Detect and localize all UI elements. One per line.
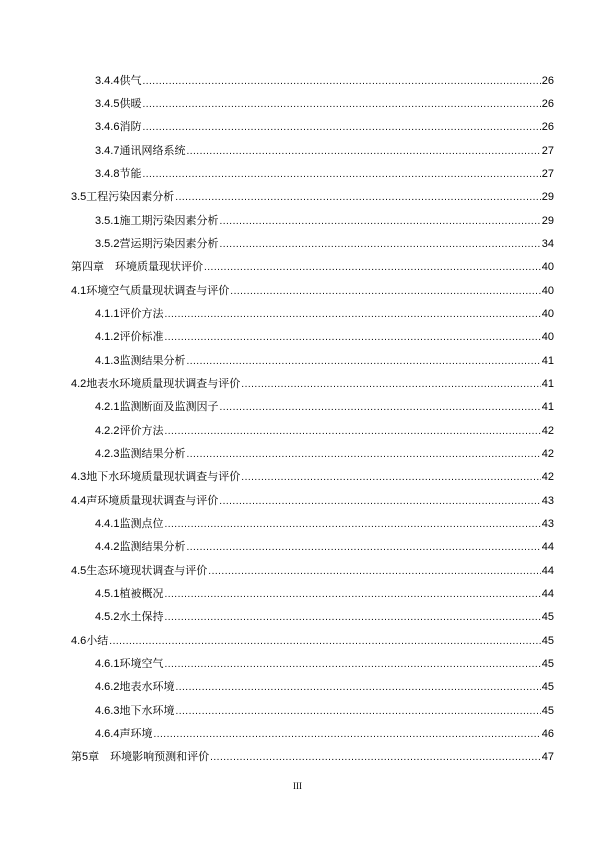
toc-entry-label: 4.1环境空气质量现状调查与评价 <box>71 285 230 297</box>
dot-leader <box>186 356 540 368</box>
toc-entry[interactable] <box>71 748 554 764</box>
toc-entry-page: 40 <box>541 285 554 297</box>
dot-leader <box>241 379 540 391</box>
dot-leader <box>164 426 540 438</box>
toc-entry-page: 27 <box>541 145 554 157</box>
toc-entry[interactable] <box>95 305 554 321</box>
toc-entry[interactable] <box>95 165 554 181</box>
toc-entry[interactable] <box>71 258 554 274</box>
toc-entry-label: 3.5.1施工期污染因素分析 <box>95 215 219 227</box>
toc-entry-label: 4.5.2水土保持 <box>95 611 164 623</box>
toc-entry[interactable] <box>95 352 554 368</box>
toc-entry[interactable] <box>71 375 554 391</box>
toc-entry-page: 26 <box>541 98 554 110</box>
toc-entry-label: 4.2.1监测断面及监测因子 <box>95 401 219 413</box>
toc-entry-label: 4.4声环境质量现状调查与评价 <box>71 495 219 507</box>
toc-entry-page: 45 <box>541 611 554 623</box>
toc-entry-label: 4.5.1植被概况 <box>95 588 164 600</box>
toc-entry[interactable] <box>95 142 554 158</box>
toc-entry-page: 42 <box>541 448 554 460</box>
toc-entry-page: 42 <box>541 471 554 483</box>
dot-leader <box>164 612 540 624</box>
toc-entry-label: 4.5生态环境现状调查与评价 <box>71 565 208 577</box>
dot-leader <box>142 169 540 181</box>
toc-entry-label: 第5章 环境影响预测和评价 <box>71 751 210 763</box>
toc-entry-page: 34 <box>541 238 554 250</box>
toc-entry[interactable] <box>71 492 554 508</box>
toc-entry[interactable] <box>95 585 554 601</box>
toc-entry[interactable] <box>95 422 554 438</box>
toc-entry-label: 4.1.3监测结果分析 <box>95 355 186 367</box>
toc-entry-label: 4.6小结 <box>71 635 109 647</box>
toc-entry-page: 45 <box>541 705 554 717</box>
toc-entry[interactable] <box>95 118 554 134</box>
toc-entry-page: 41 <box>541 378 554 390</box>
dot-leader <box>142 122 540 134</box>
toc-entry[interactable] <box>95 515 554 531</box>
toc-entry[interactable] <box>95 328 554 344</box>
dot-leader <box>175 682 540 694</box>
toc-entry-label: 3.4.6消防 <box>95 121 142 133</box>
dot-leader <box>175 706 540 718</box>
toc-entry-label: 4.1.1评价方法 <box>95 308 164 320</box>
toc-entry-page: 45 <box>541 681 554 693</box>
toc-entry-label: 4.4.1监测点位 <box>95 518 164 530</box>
dot-leader <box>175 192 540 204</box>
toc-entry-page: 41 <box>541 401 554 413</box>
page-number: III <box>293 781 302 791</box>
toc-entry[interactable] <box>95 95 554 111</box>
toc-entry[interactable] <box>95 398 554 414</box>
toc-entry-page: 43 <box>541 518 554 530</box>
toc-entry[interactable] <box>95 72 554 88</box>
toc-entry-label: 3.4.5供暖 <box>95 98 142 110</box>
toc-entry[interactable] <box>71 562 554 578</box>
toc-entry[interactable] <box>71 632 554 648</box>
toc-entry[interactable] <box>95 655 554 671</box>
toc-entry[interactable] <box>95 608 554 624</box>
toc-entry-label: 4.3地下水环境质量现状调查与评价 <box>71 471 241 483</box>
toc-entry-page: 42 <box>541 425 554 437</box>
toc-entry-page: 44 <box>541 565 554 577</box>
toc-entry[interactable] <box>71 282 554 298</box>
dot-leader <box>186 146 540 158</box>
toc-entry-page: 44 <box>541 541 554 553</box>
toc-entry-page: 41 <box>541 355 554 367</box>
dot-leader <box>219 496 540 508</box>
toc-entry-label: 4.2地表水环境质量现状调查与评价 <box>71 378 241 390</box>
dot-leader <box>230 286 540 298</box>
dot-leader <box>186 449 540 461</box>
dot-leader <box>164 332 540 344</box>
toc-entry-page: 45 <box>541 658 554 670</box>
toc-entry-label: 4.6.1环境空气 <box>95 658 164 670</box>
toc-entry-label: 3.5.2营运期污染因素分析 <box>95 238 219 250</box>
toc-entry-label: 4.6.3地下水环境 <box>95 705 175 717</box>
toc-entry-label: 4.6.2地表水环境 <box>95 681 175 693</box>
toc-entry[interactable] <box>71 188 554 204</box>
toc-entry-label: 4.4.2监测结果分析 <box>95 541 186 553</box>
toc-entry-page: 26 <box>541 121 554 133</box>
dot-leader <box>204 262 541 274</box>
toc-entry-page: 40 <box>541 308 554 320</box>
dot-leader <box>208 566 540 578</box>
toc-entry-label: 3.5工程污染因素分析 <box>71 191 175 203</box>
toc-entry[interactable] <box>95 538 554 554</box>
toc-entry-label: 4.2.2评价方法 <box>95 425 164 437</box>
toc-entry-label: 3.4.7通讯网络系统 <box>95 145 186 157</box>
toc-entry[interactable] <box>95 725 554 741</box>
toc-entry[interactable] <box>95 212 554 228</box>
toc-entry[interactable] <box>95 235 554 251</box>
toc-entry-page: 29 <box>541 215 554 227</box>
toc-entry-label: 4.6.4声环境 <box>95 728 153 740</box>
toc-entry-label: 第四章 环境质量现状评价 <box>71 261 203 273</box>
toc-entry[interactable] <box>95 445 554 461</box>
toc-entry-page: 45 <box>541 635 554 647</box>
dot-leader <box>219 239 540 251</box>
toc-entry-page: 27 <box>541 168 554 180</box>
toc-entry-page: 29 <box>541 191 554 203</box>
toc-entry[interactable] <box>95 678 554 694</box>
toc-entry-page: 26 <box>541 75 554 87</box>
dot-leader <box>164 589 540 601</box>
dot-leader <box>164 309 540 321</box>
dot-leader <box>219 402 540 414</box>
dot-leader <box>210 752 541 764</box>
dot-leader <box>142 76 540 88</box>
dot-leader <box>164 519 540 531</box>
toc-entry-label: 4.1.2评价标准 <box>95 331 164 343</box>
toc-entry[interactable] <box>95 702 554 718</box>
toc-entry-page: 40 <box>541 331 554 343</box>
toc-entry-label: 4.2.3监测结果分析 <box>95 448 186 460</box>
dot-leader <box>109 636 540 648</box>
toc-entry-page: 44 <box>541 588 554 600</box>
toc-entry-label: 3.4.8节能 <box>95 168 142 180</box>
toc-entry-label: 3.4.4供气 <box>95 75 142 87</box>
dot-leader <box>186 542 540 554</box>
dot-leader <box>219 216 540 228</box>
toc-entry-page: 46 <box>541 728 554 740</box>
toc-entry-page: 47 <box>541 751 554 763</box>
dot-leader <box>241 472 540 484</box>
toc-entry-page: 43 <box>541 495 554 507</box>
dot-leader <box>164 659 540 671</box>
dot-leader <box>153 729 540 741</box>
dot-leader <box>142 99 540 111</box>
toc-entry-page: 40 <box>541 261 554 273</box>
toc-entry[interactable] <box>71 468 554 484</box>
